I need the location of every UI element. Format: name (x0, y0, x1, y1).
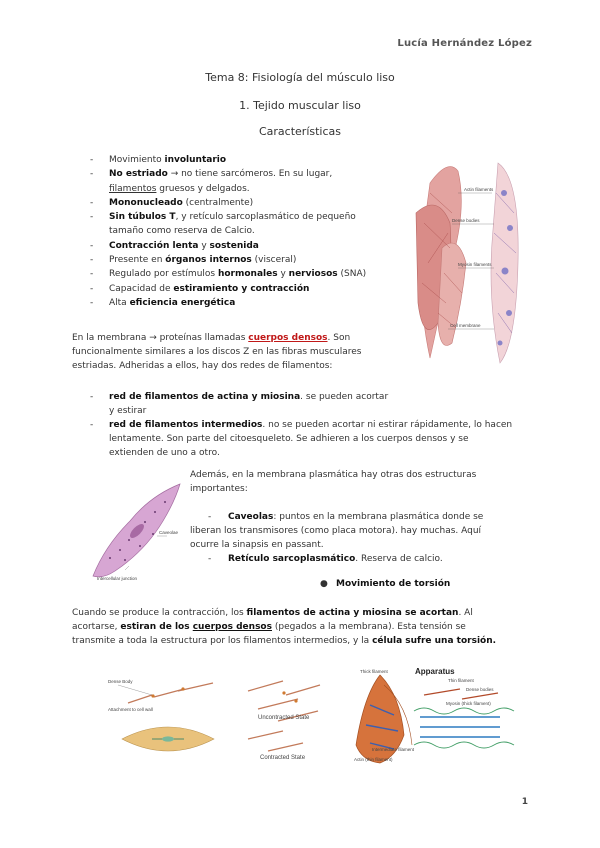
list-item: - Regulado por estímulos hormonales y nerviosos (SNA) (109, 267, 409, 281)
page-number: 1 (521, 797, 528, 807)
figure-label: Attachment to cell wall (108, 707, 153, 712)
figure-label: Uncontracted State (258, 715, 310, 721)
list-item: - Presente en órganos internos (visceral) (109, 253, 409, 267)
caveolae-cell-figure (85, 476, 193, 584)
plasma-membrane-paragraph: Además, en la membrana plasmática hay otras dos estructuras importantes: (190, 470, 477, 494)
filament-networks-list: - red de filamentos de actina y miosina. se pueden acortar y estirar - red de filamentos intermedios. no se pueden acortar ni estirar rápidamente, lo hacen lentamente. Son parte del citoesqueleto. Se adhieren a los cuerpos densos y se extienden de uno a otro. (109, 390, 529, 460)
figure-title: Apparatus (415, 667, 455, 676)
figure-label: Dense bodies (466, 687, 494, 692)
contraction-paragraph: Cuando se produce la contracción, los filamentos de actina y miosina se acortan. Al acortarse, estiran de los cuerpos densos (pegados a la membrana). Esta tensión se transmite a toda la estructura por los filamentos intermedios, y la célula sufre una torsión. (72, 608, 497, 646)
list-item: - red de filamentos intermedios. no se pueden acortar ni estirar rápidamente, lo hacen (90, 420, 513, 430)
list-item-continuation: filamentos gruesos y delgados. (109, 183, 250, 194)
figure-label: Caveolae (159, 530, 179, 535)
list-item: - Movimiento involuntario (109, 153, 409, 167)
figure-label: Actin filaments (464, 187, 494, 192)
figure-label: Actin (thin filament) (354, 757, 393, 762)
figure-label: Dense Body (108, 679, 133, 684)
list-item: - No estriado → no tiene sarcómeros. En su lugar, (109, 167, 409, 181)
author-name: Lucía Hernández López (397, 38, 532, 49)
figure-label: Intercellular junction (97, 576, 138, 581)
figure-label: Thick filament (360, 669, 388, 674)
contraction-states-figure (108, 669, 343, 765)
subsection-heading: Características (258, 125, 341, 138)
figure-label: Intermediate filament (372, 747, 415, 752)
plasma-structures-list: - Caveolas: puntos en la membrana plasmática donde se liberan los transmisores (como placa motora). hay muchas. Aquí ocurre la sinapsis en passant. - Retículo sarcoplasmático. Reserva de calcio. (208, 510, 538, 566)
figure-label: Dense bodies (452, 218, 480, 223)
list-item: - red de filamentos de actina y miosina. se pueden acortar (90, 392, 389, 402)
figure-label: Myosin (thick filament) (446, 701, 491, 706)
figure-label: Cell membrane (450, 323, 481, 328)
list-item: - Capacidad de estiramiento y contracción (109, 282, 409, 296)
page-title: Tema 8: Fisiología del músculo liso (205, 71, 395, 84)
list-item: - Mononucleado (centralmente) (109, 196, 409, 210)
contractile-apparatus-figure (350, 665, 520, 765)
figure-label: Contracted State (260, 755, 306, 761)
smooth-muscle-cells-figure (408, 153, 536, 371)
figure-label: Thin filament (448, 678, 474, 683)
figure-label: Myosin filaments (458, 262, 492, 267)
membrane-paragraph: En la membrana → proteínas llamadas cuerpos densos. Son funcionalmente similares a los discos Z en las fibras musculares estriadas. Adheridas a ellos, hay dos redes de filamentos: (72, 333, 362, 371)
list-item: - Caveolas: puntos en la membrana plasmática donde se (208, 512, 484, 522)
list-item: - Alta eficiencia energética (109, 296, 409, 310)
list-item: - Retículo sarcoplasmático. Reserva de calcio. (208, 554, 443, 564)
list-item: - Contracción lenta y sostenida (109, 239, 409, 253)
torsion-heading: ● Movimiento de torsión (320, 579, 451, 589)
list-item: - Sin túbulos T, y retículo sarcoplasmático de pequeño (109, 210, 409, 224)
list-item-continuation: tamaño como reserva de Calcio. (109, 226, 255, 237)
section-heading: 1. Tejido muscular liso (239, 99, 361, 112)
characteristics-list (109, 153, 409, 310)
